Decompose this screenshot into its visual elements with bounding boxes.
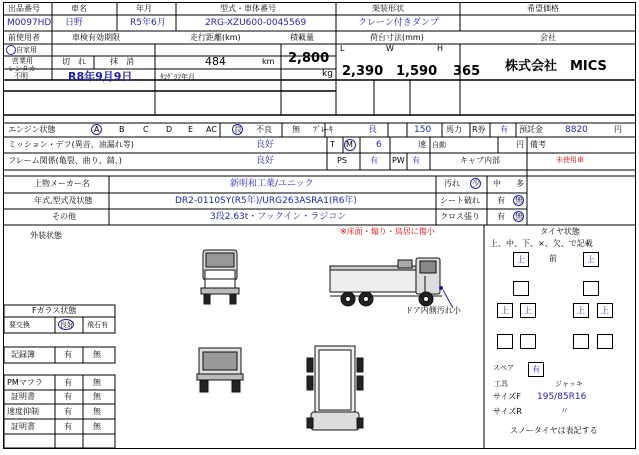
record-label-0: 記録簿 — [11, 350, 35, 359]
recycle-yen: 円 — [614, 125, 622, 134]
cloth-none: 無 — [515, 212, 523, 221]
cloth-label: クロス張り — [440, 212, 480, 221]
load-value: 2,800 — [288, 51, 330, 66]
tire-rl-inner — [520, 303, 536, 318]
tire-title: タイヤ状態 — [540, 227, 580, 236]
notes-label: 備考 — [530, 140, 546, 149]
tire-rl-outer-grade: 上 — [501, 306, 509, 315]
equip-maker-label: 上物メーカー名 — [34, 179, 90, 188]
maker-label: 車名 — [71, 4, 87, 13]
model-chassis-label: 型式・車体番号 — [220, 4, 276, 13]
ps-value: 有 — [370, 156, 378, 165]
jack-label: ジャッキ — [555, 380, 583, 388]
kg-unit: kg — [322, 69, 333, 79]
brake-label: ﾌﾞﾚｰｷ — [313, 125, 333, 134]
seat-have: 有 — [497, 196, 505, 205]
record-none-1: 無 — [93, 378, 101, 387]
year-label: 年月 — [136, 4, 152, 13]
dim-l-value: 2,390 — [342, 64, 384, 79]
dim-h-label: H — [437, 44, 444, 53]
speeds-value: 6 — [376, 140, 382, 150]
recycle-value: 8820 — [565, 125, 588, 135]
brake-value: 良 — [368, 125, 378, 135]
engine-grade-b: B — [119, 125, 125, 134]
year-value: R5年6月 — [130, 18, 166, 28]
tire-fl-grade: 上 — [517, 255, 525, 264]
tire-slot-r2 — [573, 334, 589, 349]
mission-yen: 円 — [516, 140, 524, 149]
truck-diagram — [185, 240, 495, 455]
company-label: 会社 — [540, 33, 556, 42]
ac-label: AC — [206, 125, 217, 134]
speeds-label: 速 — [418, 140, 426, 149]
engine-grade-d: D — [166, 125, 173, 134]
tire-legend: 上、中、下、×、欠、で記載 — [490, 239, 593, 248]
equip-other-label: その他 — [52, 212, 76, 221]
ac-bad: 不良 — [256, 125, 272, 134]
glass-label: Fガラス状態 — [32, 306, 77, 315]
engine-grade-c: C — [143, 125, 149, 134]
record-none-0: 無 — [93, 350, 101, 359]
body-type-label: 架装形状 — [372, 4, 404, 13]
prev-use-label: 前使用者 — [8, 33, 40, 42]
record-label-4: 証明書 — [11, 422, 35, 431]
tacho-label: ﾀｺｸﾞﾗﾌ年月 — [160, 73, 195, 81]
glass-good: 良好 — [60, 321, 74, 329]
tire-rr-inner-grade: 上 — [577, 306, 585, 315]
tire-rl-inner-grade: 上 — [524, 306, 532, 315]
equip-other-value: 3段2.63t・フックイン・ラジコン — [210, 212, 347, 222]
use-selected-mark — [6, 45, 16, 55]
glass-replace: 要交換 — [9, 321, 30, 329]
km-unit: km — [262, 57, 275, 66]
spare-box — [528, 362, 544, 377]
tire-slot-l3 — [520, 334, 536, 349]
tire-fl — [513, 252, 529, 267]
truck-front-view — [201, 250, 239, 304]
truck-side-view — [330, 258, 442, 306]
inspection-label: 車検有効期限 — [72, 33, 120, 42]
maker-value: 日野 — [65, 18, 84, 28]
tire-fr-grade: 上 — [587, 255, 595, 264]
tire-front-label: 前 — [549, 254, 557, 263]
truck-rear-view — [197, 348, 243, 392]
size-r-label: サイズR — [493, 407, 522, 416]
tire-slot-r1 — [583, 281, 599, 296]
tire-slot-l2 — [497, 334, 513, 349]
cloth-have: 有 — [497, 212, 505, 221]
lot-no-value: M0097HD — [7, 18, 52, 28]
record-none-4: 無 — [93, 422, 101, 431]
record-label-1: PMマフラ — [7, 378, 43, 387]
tool-label: 工具 — [494, 380, 508, 388]
equip-maker-value: 新明和工業/ユニック — [230, 179, 314, 189]
cab-label: キャブ内部 — [460, 156, 500, 165]
dim-l-label: L — [340, 44, 345, 53]
pw-value: 有 — [412, 156, 420, 165]
tire-slot-l1 — [513, 281, 529, 296]
equip-model-label: 年式,型式及状態 — [34, 196, 93, 205]
record-none-2: 無 — [93, 392, 101, 401]
dirt-high: 多 — [516, 179, 524, 188]
exterior-label: 外装状態 — [30, 231, 62, 240]
hp-label: 馬力 — [446, 125, 462, 134]
ac-good: 良 — [234, 125, 242, 134]
auto-label: 自動 — [432, 141, 446, 149]
company-value: 株式会社 MICS — [505, 59, 607, 74]
mileage-label: 走行距離(km) — [190, 33, 241, 42]
pw-label: PW — [392, 156, 405, 165]
ps-label: PS — [337, 156, 347, 165]
tire-fr — [583, 252, 599, 267]
inspection-date: R8年9月9日 — [68, 70, 133, 83]
r-label: R券 — [472, 125, 486, 134]
exterior-note: ※床面・煽り・鳥居に傷小 — [340, 227, 435, 236]
ac-none: 無 — [292, 125, 300, 134]
size-f-label: サイズF — [493, 392, 521, 401]
m-label: M — [346, 140, 353, 149]
use-rental: レンタカー — [8, 65, 43, 73]
tire-rr-outer — [597, 303, 613, 318]
dim-w-value: 1,590 — [396, 64, 438, 79]
dirt-mid: 中 — [493, 179, 501, 188]
engine-grade-a: A — [94, 125, 100, 134]
recycle-label: 預託金 — [519, 125, 543, 134]
use-unknown: 不明 — [14, 72, 28, 80]
snow-note: スノータイヤは表記する — [510, 426, 598, 435]
size-r-value: 〃 — [560, 407, 570, 417]
size-f-value: 195/85R16 — [537, 392, 587, 402]
record-have-0: 有 — [64, 350, 72, 359]
record-have-4: 有 — [64, 422, 72, 431]
seat-label: シート破れ — [440, 196, 480, 205]
tire-slot-r3 — [597, 334, 613, 349]
record-have-1: 有 — [64, 378, 72, 387]
tire-rr-outer-grade: 上 — [601, 306, 609, 315]
dirt-low: 少 — [472, 179, 480, 188]
engine-label: エンジン状態 — [8, 125, 56, 134]
body-type-value: クレーン付きダンプ — [358, 18, 439, 28]
tire-rr-inner — [573, 303, 589, 318]
seat-none: 無 — [515, 196, 523, 205]
r-value: 有 — [500, 125, 508, 134]
dims-label: 荷台寸法(mm) — [370, 33, 424, 42]
use-commercial: 営業用 — [12, 57, 33, 65]
load-label: 積載量 — [290, 33, 314, 42]
dim-w-label: W — [386, 44, 394, 53]
t-label: T — [330, 140, 335, 149]
model-chassis-value: 2RG-XZU600-0045569 — [205, 18, 307, 28]
mileage-value: 484 — [205, 55, 226, 68]
spare-label: スペア — [493, 364, 514, 372]
spare-value: 有 — [532, 365, 540, 374]
truck-top-view — [307, 346, 363, 430]
hp-value: 150 — [414, 125, 432, 135]
lot-no-label: 出品番号 — [8, 4, 40, 13]
door-note: ドア内側汚れ小 — [405, 306, 461, 315]
price-label: 希望価格 — [527, 4, 559, 13]
record-label-2: 証明書 — [11, 392, 35, 401]
unused-note: 未使用車 — [556, 156, 584, 164]
record-have-3: 有 — [64, 407, 72, 416]
use-private: 自家用 — [16, 46, 37, 54]
frame-value: 良好 — [256, 156, 275, 166]
inspection-expired: 切 れ — [62, 57, 86, 66]
equip-model-value: DR2-0110SY(R5年)/URG263ASRA1(R6年) — [175, 196, 357, 206]
record-have-2: 有 — [64, 392, 72, 401]
mission-value: 良好 — [256, 140, 275, 150]
record-none-3: 無 — [93, 407, 101, 416]
glass-chip: 飛石有 — [87, 321, 108, 329]
record-label-3: 速度抑制 — [7, 407, 39, 416]
dim-h-value: 365 — [453, 64, 481, 79]
engine-grade-e: E — [188, 125, 194, 134]
dirt-label: 汚れ — [444, 179, 460, 188]
inspection-erased: 抹 消 — [110, 57, 134, 66]
frame-label: フレーム関係(亀裂、曲り、錆、) — [8, 156, 122, 165]
tire-rl-outer — [497, 303, 513, 318]
mission-label: ミッション・デフ(異音、油漏れ等) — [8, 140, 134, 149]
